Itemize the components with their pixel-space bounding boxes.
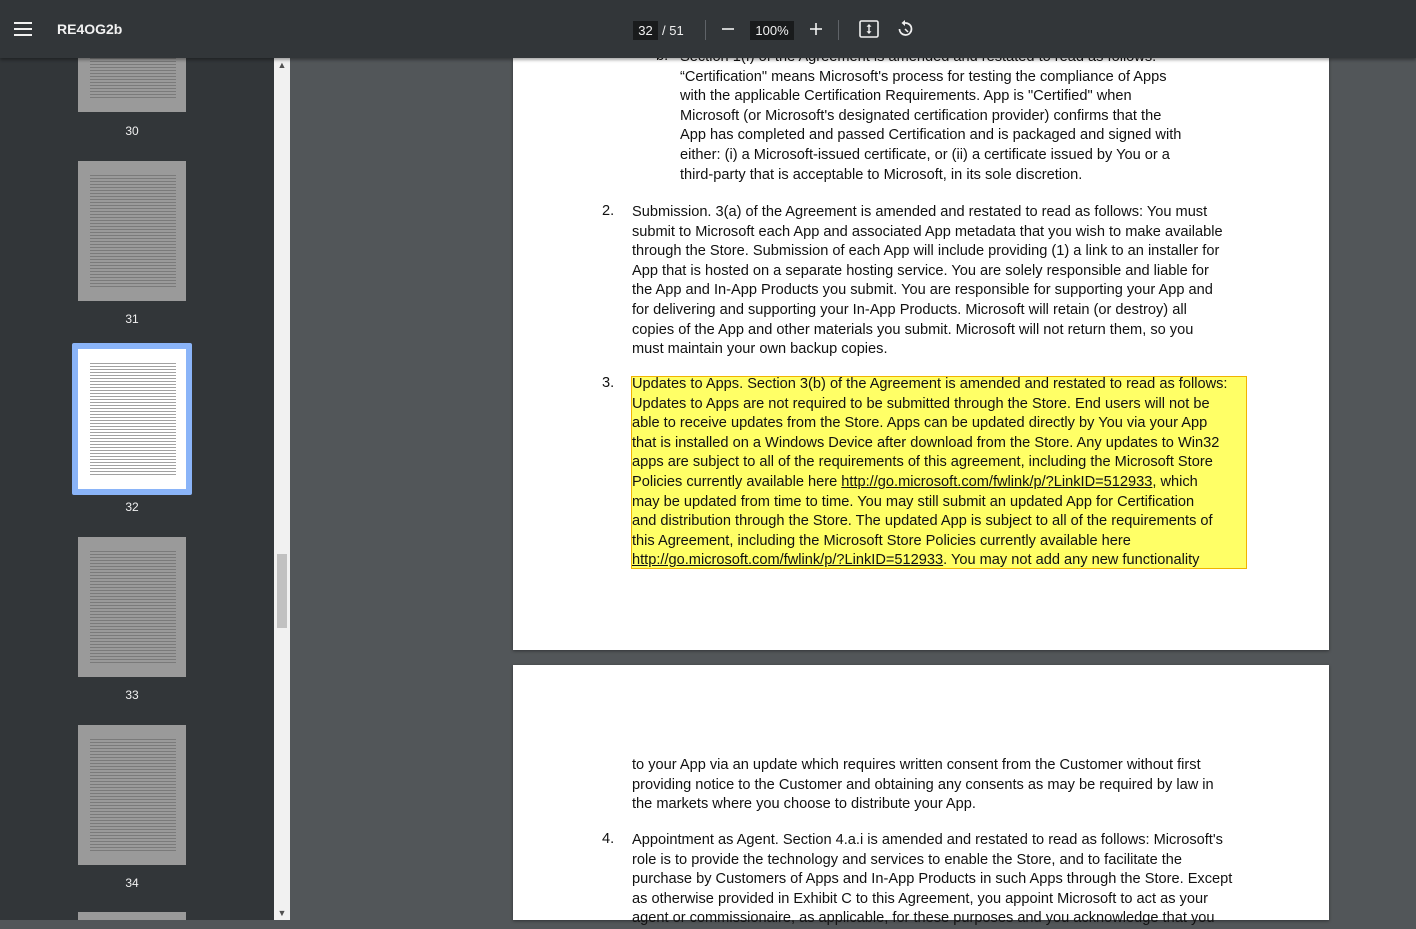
- policies-link[interactable]: http://go.microsoft.com/fwlink/p/?LinkID=512933: [632, 552, 944, 569]
- list-marker: 3.: [602, 375, 615, 391]
- thumbnail-label: 30: [125, 124, 139, 138]
- section-2-text: Submission. 3(a) of the Agreement is amended and restated to read as follows: You must submit to Microsoft each App and associated App metadata that you wish to make available through the Store. Submission of each App will include providing (1) a link to an installer for App that is hosted on a separate hosting service. You are solely responsible and liable for the App and In-App Products you submit. You are responsible for supporting your App and for delivering and supporting your In-App Products. Microsoft will retain (or destroy) all copies of the App and other materials you submit. Microsoft will not return them, so you must maintain your own backup copies.: [632, 204, 1223, 358]
- document-page: [513, 665, 1329, 927]
- page-thumbnail-34[interactable]: [78, 725, 186, 865]
- page-thumbnail-33[interactable]: [78, 537, 186, 677]
- scrollbar-thumb[interactable]: [277, 554, 287, 628]
- zoom-in-icon[interactable]: [804, 17, 828, 41]
- scroll-down-icon[interactable]: ▼: [277, 908, 287, 918]
- thumbnail-label: 32: [125, 500, 139, 514]
- section-3-continued-text: to your App via an update which requires written consent from the Customer without first providing notice to the Customer and obtaining any consents as may be required by law in the markets where you choose to distribute your App.: [632, 757, 1214, 813]
- policies-link[interactable]: http://go.microsoft.com/fwlink/p/?LinkID=512933: [841, 473, 1153, 490]
- page-total: / 51: [662, 23, 684, 38]
- thumbnail-label: 34: [125, 876, 139, 890]
- section-3-text: Updates to Apps. Section 3(b) of the Agreement is amended and restated to read as follows: Updates to Apps are not required to be submitted through the Store. End users will not be able to receive updates from the Store. Apps can be updated directly by You via your App that is installed on a Windows Device after download from the Store. Any updates to Win32 apps are subject to all of the requirements of this agreement, including the Microsoft Store Policies currently available here http://go.microsoft.com/fwlink/p/?LinkID=512933, which may be updated from time to time. You may still submit an updated App for Certification and distribution through the Store. The updated App is subject to all of the requirements of this Agreement, including the Microsoft Store Policies currently available here http://go.microsoft.com/fwlink/p/?LinkID=512933. You may not add any new functionality: [632, 376, 1228, 569]
- toolbar-divider: [838, 20, 839, 40]
- sidebar-scrollbar[interactable]: [274, 58, 290, 920]
- page-thumbnail-35[interactable]: [78, 912, 186, 920]
- list-marker: 2.: [602, 203, 615, 219]
- document-title: RE4OG2b: [57, 21, 123, 37]
- page-number-input[interactable]: [633, 21, 658, 40]
- menu-icon[interactable]: [12, 19, 34, 39]
- section-4-text: Appointment as Agent. Section 4.a.i is amended and restated to read as follows: Microsoft's role is to provide the technology and services to enable the Store, and to facilitate the purchase by Customers of Apps and In-App Products in such Apps through the Store. Except as otherwise provided in Exhibit C to this Agreement, you appoint Microsoft to act as your agent or commissionaire, as applicable, for these purposes and you acknowledge that you: [632, 832, 1233, 927]
- thumbnail-sidebar: [0, 58, 274, 920]
- thumbnail-label: 31: [125, 312, 139, 326]
- zoom-out-icon[interactable]: [716, 17, 740, 41]
- page-thumbnail-32[interactable]: [78, 349, 186, 489]
- list-marker: 4.: [602, 831, 615, 847]
- page-thumbnail-31[interactable]: [78, 161, 186, 301]
- page-thumbnail-30[interactable]: [78, 58, 186, 112]
- zoom-input[interactable]: [750, 21, 794, 40]
- scroll-up-icon[interactable]: ▲: [277, 60, 287, 70]
- thumbnail-label: 33: [125, 688, 139, 702]
- toolbar-divider: [705, 20, 706, 40]
- rotate-icon[interactable]: [893, 17, 917, 41]
- section-b-text: “Certification" means Microsoft's process for testing the compliance of Apps with the applicable Certification Requirements. App is "Certified" when Microsoft (or Microsoft's designated certification provider) confirms that the App has completed and passed Certification and is packaged and signed with either: (i) a Microsoft-issued certificate, or (ii) a certificate issued by You or a third-party that is acceptable to Microsoft, in its sole discretion.: [680, 68, 1182, 183]
- pdf-toolbar: [0, 0, 1416, 58]
- document-page: [513, 58, 1329, 650]
- fit-page-icon[interactable]: [857, 17, 881, 41]
